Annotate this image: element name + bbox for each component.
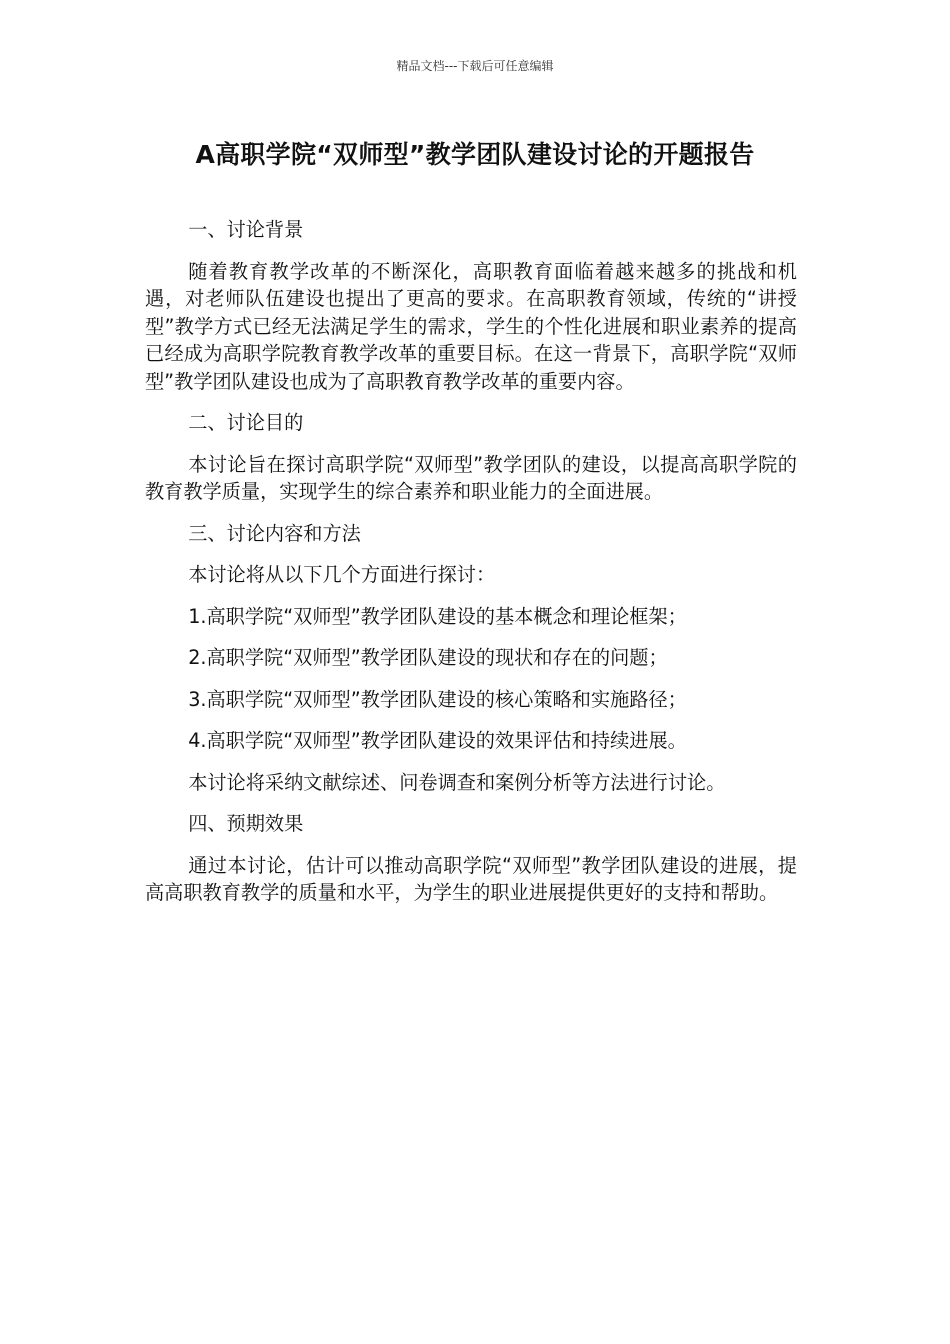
- content-intro: 本讨论将从以下几个方面进行探讨：: [188, 563, 496, 586]
- document-body: [145, 216, 797, 921]
- purpose-paragraph: 本讨论旨在探讨高职学院“双师型”教学团队的建设，以提高高职学院的教育教学质量，实现学生的综合素养和职业能力的全面进展。: [145, 452, 797, 503]
- list-item: 1.高职学院“双师型”教学团队建设的基本概念和理论框架；: [188, 604, 687, 628]
- background-paragraph: 随着教育教学改革的不断深化，高职教育面临着越来越多的挑战和机遇，对老师队伍建设也提出了更高的要求。在高职教育领域，传统的“讲授型”教学方式已经无法满足学生的需求，学生的个性化进展和职业素养的提高已经成为高职学院教育教学改革的重要目标。在这一背景下，高职学院“双师型”教学团队建设也成为了高职教育教学改革的重要内容。: [145, 259, 797, 393]
- document-title: A高职学院“双师型”教学团队建设讨论的开题报告: [195, 140, 755, 169]
- section-heading-background: 一、讨论背景: [188, 218, 304, 241]
- list-item: 2.高职学院“双师型”教学团队建设的现状和存在的问题；: [188, 646, 668, 669]
- section-heading-content-methods: 三、讨论内容和方法: [188, 521, 361, 545]
- section-heading-purpose: 二、讨论目的: [188, 411, 304, 434]
- methods-paragraph: 本讨论将采纳文献综述、问卷调查和案例分析等方法进行讨论。: [188, 770, 726, 794]
- expected-paragraph: 通过本讨论，估计可以推动高职学院“双师型”教学团队建设的进展，提高高职教育教学的质量和水平，为学生的职业进展提供更好的支持和帮助。: [145, 853, 797, 904]
- list-item: 3.高职学院“双师型”教学团队建设的核心策略和实施路径；: [188, 687, 687, 711]
- page-header-watermark: 精品文档---下载后可任意编辑: [396, 59, 554, 73]
- section-heading-expected: 四、预期效果: [188, 812, 304, 835]
- list-item: 4.高职学院“双师型”教学团队建设的效果评估和持续进展。: [188, 729, 687, 752]
